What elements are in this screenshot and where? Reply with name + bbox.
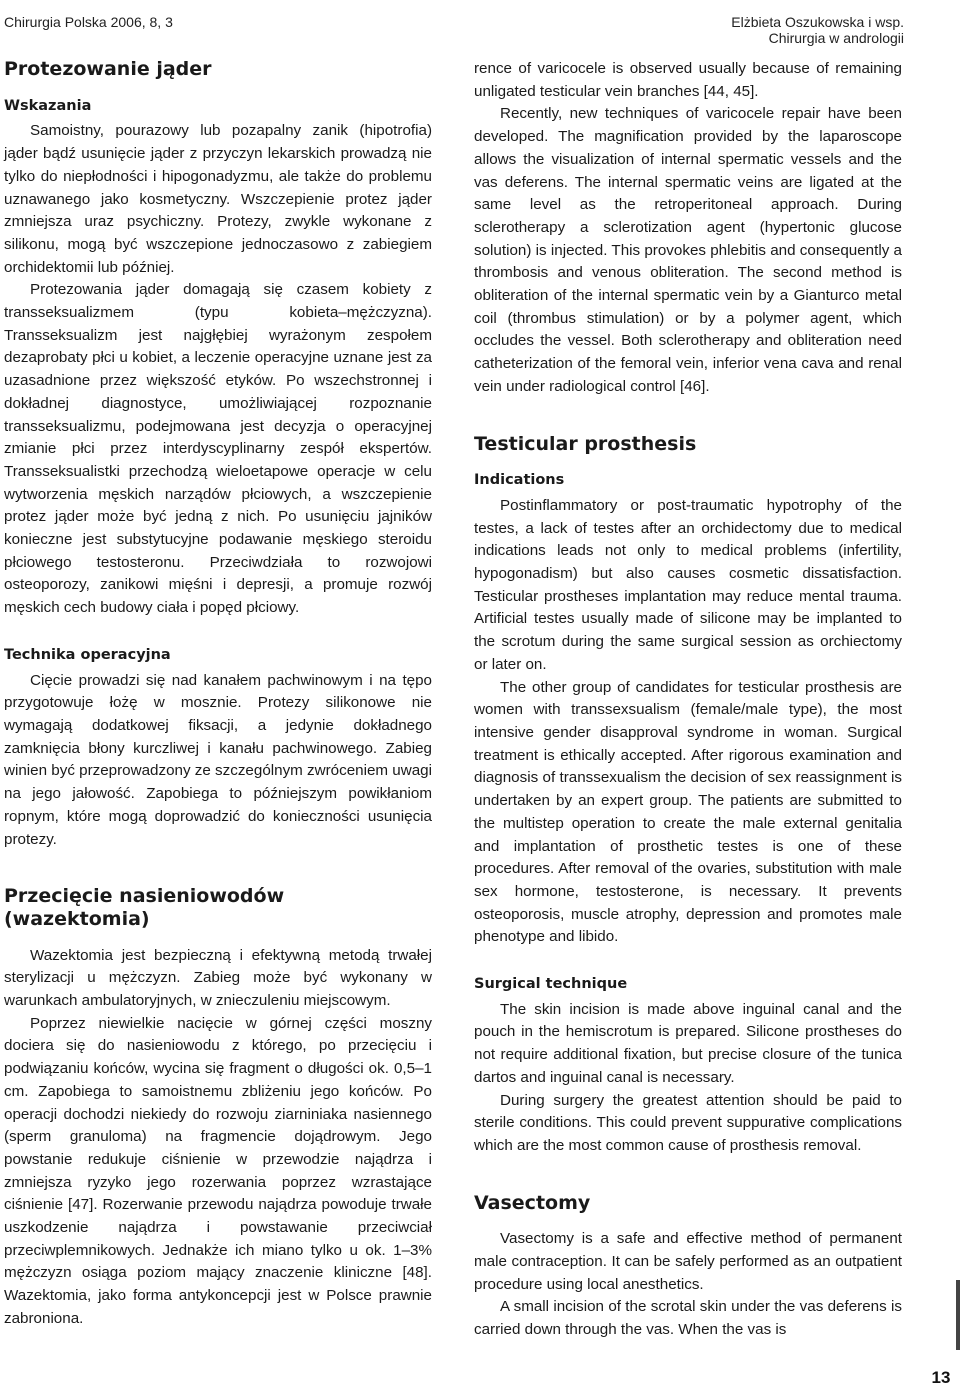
running-header-journal: Chirurgia Polska 2006, 8, 3 bbox=[4, 14, 173, 30]
running-header-authors bbox=[731, 14, 904, 46]
subheading-indications: Indications bbox=[474, 472, 565, 489]
paragraph: During surgery the greatest attention should be paid to sterile conditions. This could prevent suppurative complications which are the most common cause of prosthesis removal. bbox=[474, 1091, 902, 1154]
subheading-technika: Technika operacyjna bbox=[4, 646, 171, 663]
paragraph: The other group of candidates for testicular prosthesis are women with transsexsualism (female/male type), the most intensive gender disapproval syndrome in woman. Surgical treatment is ethically accepted. After rigorous examination and diagnosis of transsexualism the decision of sex reassignment is undertaken by an expert group. The patients are submitted to the multistep operation to create the male external genitalia and implantation of prosthetic testes is one of these procedures. After removal of the ovaries, substitution with male sex hormone, testosterone, is necessary. It prevents osteoporosis, muscle atrophy, depression and promotes male phenotype and libido. bbox=[474, 678, 902, 946]
header-section: Chirurgia w andrologii bbox=[768, 30, 904, 46]
paragraph: The skin incision is made above inguinal canal and the pouch in the hemiscrotum is prepared. Silicone prostheses do not require additional fixation, but precise closure of the tunica dartos and inguinal canal is necessary. bbox=[474, 1000, 902, 1086]
paragraph: Poprzez niewielkie nacięcie w górnej części moszny dociera się do nasieniowodu z którego, po przecięciu i podwiązaniu końców, wycina się fragment o długości ok. 0,5–1 cm. Zapobiega to samoistnemu zbliżeniu jego końców. Po operacji dochodzi niekiedy do rozwoju ziarniniaka nasiennego (sperm granuloma) na fragmencie dojądrowym. Jego powstanie redukuje ciśnienie w przewodzie najądrza i zmniejsza ryzyko jego rozerwania poprzez wzrastające ciśnienie [47]. Rozerwanie przewodu najądrza powoduje trwałe uszkodzenie najądrza i powstawanie przeciwciał przeciwplemnikowych. Jednakże ich miano tylko u ok. 1–3% mężczyzn osiąga poziom mający znaczenie kliniczne [48]. Wazektomia, jako forma antykoncepcji jest w Polsce prawnie zabroniona. bbox=[4, 1014, 432, 1327]
page-edge-marker bbox=[956, 1280, 960, 1350]
paragraph: Cięcie prowadzi się nad kanałem pachwinowym i na tępo przygotowuje łożę w mosznie. Protezy silikonowe nie wymagają dodatkowej fiksacji, a jedynie dokładnego zamknięcia błony kurczliwej i kanału pachwinowego. Zabieg winien być przeprowadzony ze szczególnym zwróceniem uwagi na jego jałowość. Zapobiega to późniejszym powikłaniom ropnym, które mogą doprowadzić do konieczności usunięcia protezy. bbox=[4, 671, 432, 848]
paragraph: A small incision of the scrotal skin under the vas deferens is carried down through the vas. When the vas is bbox=[474, 1298, 902, 1339]
section-title-protezowanie: Protezowanie jąder bbox=[4, 58, 212, 80]
paragraph: Protezowania jąder domagają się czasem kobiety z transseksualizmem (typu kobieta–mężczyzna). Transseksualizm jest najgłębiej wyrażonym zespołem dezaprobaty płci u kobiet, a leczenie operacyjne uznane jest za uzasadnione przez większość etyków. Po wszechstronnej i dokładnej diagnostyce, umożliwiającej rozpoznanie transseksualizmu, podejmowana jest decyzja o operacyjnej zmianie płci przez interdyscyplinarny zespół ekspertów. Transseksualistki przechodzą wieloetapowe operacje w celu wytworzenia męskich narządów płciowych, a wszczepienie protez jąder może być jedną z nich. Po usunięciu jajników konieczne jest substytucyjne podawanie męskiego steroidu płciowego testosteronu. Przeciwdziała to rozwojowi osteoporozy, zanikowi mięśni i depresji, a promuje rozwój męskich cech budowy ciała i popęd płciowy. bbox=[4, 281, 432, 617]
paragraph: Samoistny, pourazowy lub pozapalny zanik (hipotrofia) jąder bądź usunięcie jąder z przyczyn lekarskich prowadzą nie tylko do niepłodności i hipogonadyzmu, ale także do problemu uznawanego jako kosmetyczny. Wszczepienie protez jąder zmniejsza uraz psychiczny. Protezy, zwykle wykonane z silikonu, mogą być wszczepione jednoczasowo z zabiegiem orchidektomii lub później. bbox=[4, 122, 432, 276]
paragraph: Vasectomy is a safe and effective method of permanent male contraception. It can be safely performed as an outpatient procedure using local anesthetics. bbox=[474, 1230, 902, 1293]
header-author: Elżbieta Oszukowska i wsp. bbox=[731, 14, 904, 30]
page-number: 13 bbox=[931, 1367, 951, 1387]
subheading-wskazania: Wskazania bbox=[4, 97, 92, 114]
paragraph: Postinflammatory or post-traumatic hypotrophy of the testes, a lack of testes after an orchidectomy due to medical indications leads not only to medical problems (infertility, hypogonadism) but also causes cosmetic dissatisfaction. Testicular prostheses implantation may reduce mental trauma. Artificial testes usually made of silicone may be implanted to the scrotum during the same surgical session as orchiectomy or later on. bbox=[474, 496, 902, 673]
paragraph: rence of varicocele is observed usually because of remaining unligated testicular vein branches [44, 45]. bbox=[474, 60, 902, 100]
paragraph: Wazektomia jest bezpieczną i efektywną metodą trwałej sterylizacji u mężczyzn. Zabieg może być wykonany w warunkach ambulatoryjnych, w znieczuleniu miejscowym. bbox=[4, 946, 432, 1010]
right-column bbox=[474, 58, 902, 1342]
subheading-surgical-technique: Surgical technique bbox=[474, 976, 628, 993]
paragraph: Recently, new techniques of varicocele repair have been developed. The magnification provided by the laparoscope allows the visualization of internal spermatic vessels and the vas deferens. The internal spermatic veins are ligated at the same level as the retroperitoneal approach. During sclerotherapy a sclerotization agent (hypertonic glucose solution) is injected. This provokes phlebitis and consequently a thrombosis and venous obliteration. The second method is obliteration of the internal spermatic vein by a Gianturco metal coil (thrombus stimulation) or by a polymer agent, which occludes the vessel. Both sclerotherapy and obliteration need catheterization of the femoral vein, inferior vena cava and renal vein under radiological control [46]. bbox=[474, 105, 902, 395]
section-title-vasectomy: Vasectomy bbox=[474, 1191, 591, 1214]
section-title-wazektomia: Przecięcie nasieniowodów (wazektomia) bbox=[4, 885, 285, 930]
left-column bbox=[4, 58, 432, 1331]
section-title-testicular-prosthesis: Testicular prosthesis bbox=[474, 432, 697, 455]
